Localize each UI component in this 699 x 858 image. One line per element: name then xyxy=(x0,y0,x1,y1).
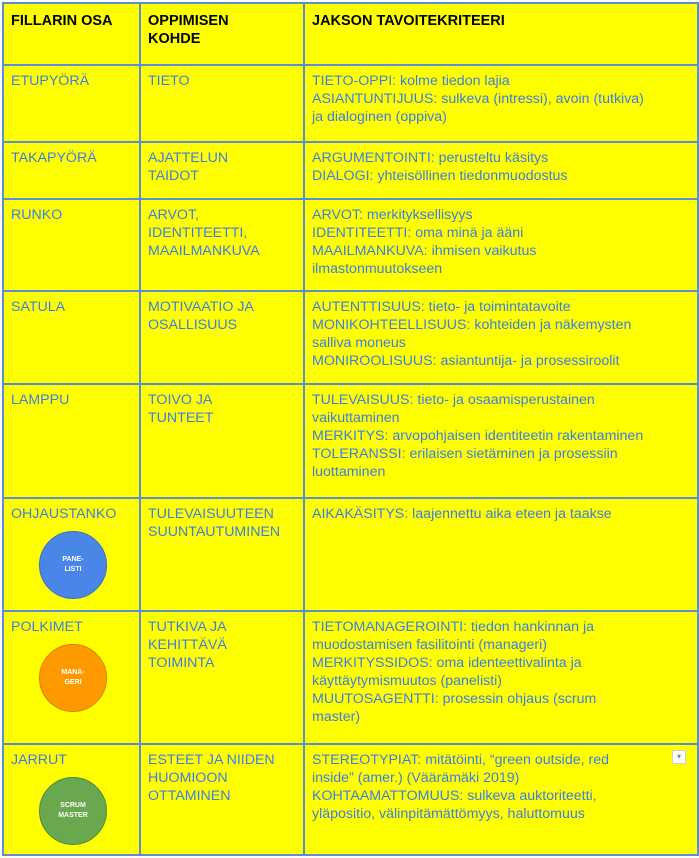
part-cell[interactable]: POLKIMET MANA- GERI xyxy=(3,611,140,744)
criteria-cell[interactable]: AUTENTTISUUS: tieto- ja toimintatavoite MONIKOHTEELLISUUS: kohteiden ja näkemysten salliva moneus MONIROOLISUUS: asiantuntija- ja prosessiroolit xyxy=(304,291,698,384)
header-row xyxy=(3,3,698,65)
criteria-cell[interactable]: AIKAKÄSITYS: laajennettu aika eteen ja taakse xyxy=(304,498,698,611)
table-row-satula xyxy=(3,291,698,384)
panelisti-badge: PANE- LISTI xyxy=(39,531,107,599)
part-cell[interactable]: RUNKO xyxy=(3,199,140,291)
manageri-badge: MANA- GERI xyxy=(39,644,107,712)
criteria-cell[interactable]: TIETO-OPPI: kolme tiedon lajia ASIANTUNTIJUUS: sulkeva (intressi), avoin (tutkiva) ja dialoginen (oppiva) xyxy=(304,65,698,142)
bicycle-learning-table xyxy=(2,2,699,856)
target-cell[interactable]: MOTIVAATIO JA OSALLISUUS xyxy=(140,291,304,384)
table-row-runko xyxy=(3,199,698,291)
criteria-cell[interactable]: TULEVAISUUS: tieto- ja osaamisperustainen vaikuttaminen MERKITYS: arvopohjaisen identiteetin rakentaminen TOLERANSSI: erilaisen sietäminen ja prosessiin luottaminen xyxy=(304,384,698,498)
part-cell[interactable]: JARRUT SCRUM MASTER xyxy=(3,744,140,855)
part-cell[interactable]: SATULA xyxy=(3,291,140,384)
chevron-down-icon[interactable]: ▾ xyxy=(672,750,686,764)
target-cell[interactable]: AJATTELUN TAIDOT xyxy=(140,142,304,199)
target-cell[interactable]: TULEVAISUUTEEN SUUNTAUTUMINEN xyxy=(140,498,304,611)
table-row-etupyora xyxy=(3,65,698,142)
target-cell[interactable]: TIETO xyxy=(140,65,304,142)
target-cell[interactable]: TUTKIVA JA KEHITTÄVÄ TOIMINTA xyxy=(140,611,304,744)
table-row-ohjaustanko xyxy=(3,498,698,611)
target-cell[interactable]: ARVOT, IDENTITEETTI, MAAILMANKUVA xyxy=(140,199,304,291)
part-cell[interactable]: ETUPYÖRÄ xyxy=(3,65,140,142)
scrum-master-badge: SCRUM MASTER xyxy=(39,777,107,845)
part-cell[interactable]: LAMPPU xyxy=(3,384,140,498)
header-part: FILLARIN OSA xyxy=(3,3,140,65)
header-criteria: JAKSON TAVOITEKRITEERI xyxy=(304,3,698,65)
table-row-lamppu xyxy=(3,384,698,498)
criteria-cell[interactable]: ARVOT: merkityksellisyys IDENTITEETTI: oma minä ja ääni MAAILMANKUVA: ihmisen vaikutus ilmastonmuutokseen xyxy=(304,199,698,291)
target-cell[interactable]: ESTEET JA NIIDEN HUOMIOON OTTAMINEN xyxy=(140,744,304,855)
criteria-cell[interactable]: ARGUMENTOINTI: perusteltu käsitys DIALOGI: yhteisöllinen tiedonmuodostus xyxy=(304,142,698,199)
table-row-takapyora xyxy=(3,142,698,199)
header-target: OPPIMISEN KOHDE xyxy=(140,3,304,65)
criteria-cell[interactable]: TIETOMANAGEROINTI: tiedon hankinnan ja muodostamisen fasilitointi (manageri) MERKITYSSIDOS: oma identeettivalinta ja käyttäytymismuutos (panelisti) MUUTOSAGENTTI: prosessin ohjaus (scrum master) xyxy=(304,611,698,744)
table-row-polkimet xyxy=(3,611,698,744)
criteria-cell[interactable]: ▾ STEREOTYPIAT: mitätöinti, “green outside, red inside” (amer.) (Väärämäki 2019) KOHTAAMATTOMUUS: sulkeva auktoriteetti, yläpositio, välinpitämättömyys, haluttomuus xyxy=(304,744,698,855)
table-row-jarrut xyxy=(3,744,698,855)
part-cell[interactable]: TAKAPYÖRÄ xyxy=(3,142,140,199)
target-cell[interactable]: TOIVO JA TUNTEET xyxy=(140,384,304,498)
part-cell[interactable]: OHJAUSTANKO PANE- LISTI xyxy=(3,498,140,611)
